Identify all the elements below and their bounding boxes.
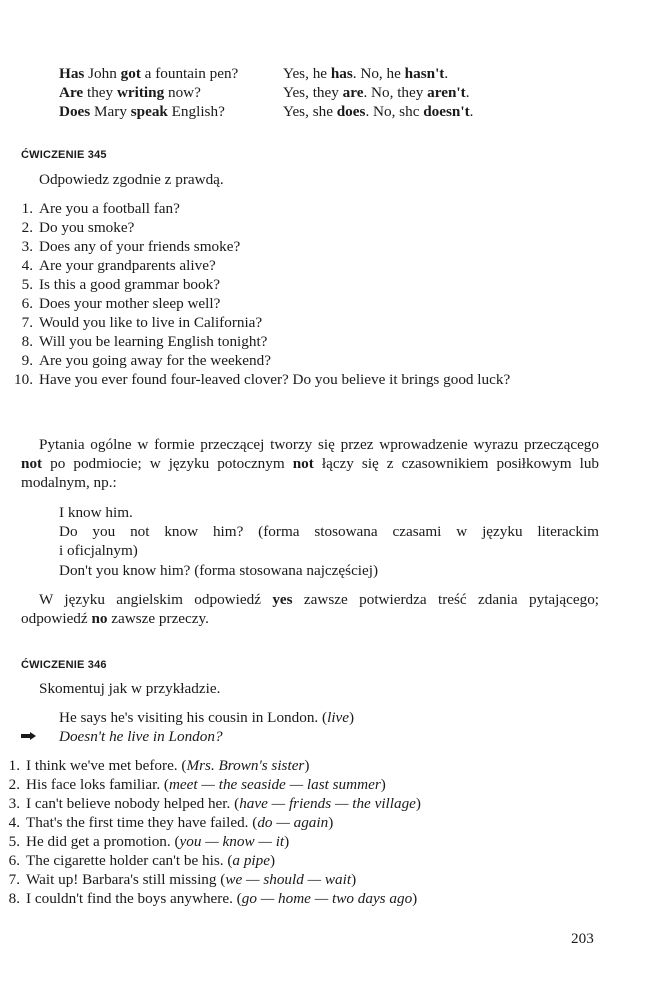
list-item: 2. Do you smoke? (21, 219, 135, 236)
list-item: 6. The cigarette holder can't be his. (a pipe) (8, 852, 276, 869)
intro-row (59, 64, 238, 83)
exercise-346-list (0, 756, 640, 910)
answer-text: Yes, he has. No, he hasn't. (283, 65, 449, 82)
exercise-346-example: He says he's visiting his cousin in London. (live) (59, 709, 355, 726)
intro-row (283, 102, 473, 121)
list-item: 5. Is this a good grammar book? (21, 276, 220, 293)
grammar-note-paragraph-1: Pytania ogólne w formie przeczącej tworzy się przez wprowadzenie wyrazu przeczącego not po podmiocie; w języku potocznym not łączy się z czasownikiem posiłkowym lub modalnym, np.: (21, 436, 600, 491)
list-item: 5. He did get a promotion. (you — know — it) (8, 833, 290, 850)
list-item: 7. Wait up! Barbara's still missing (we — should — wait) (8, 871, 357, 888)
list-item: 8. I couldn't find the boys anywhere. (go — home — two days ago) (8, 890, 418, 907)
list-item: 10. Have you ever found four-leaved clover? Do you believe it brings good luck? (14, 371, 511, 388)
list-item: 8. Will you be learning English tonight? (21, 333, 268, 350)
list-item: 9. Are you going away for the weekend? (21, 352, 271, 369)
intro-row (59, 102, 225, 121)
list-item: 3. Does any of your friends smoke? (21, 238, 241, 255)
list-item: 6. Does your mother sleep well? (21, 295, 221, 312)
exercise-345-instruction: Odpowiedz zgodnie z prawdą. (39, 171, 224, 188)
grammar-example-2-line-b: i oficjalnym) (59, 542, 138, 559)
exercise-346-instruction: Skomentuj jak w przykładzie. (39, 680, 221, 697)
answer-text: Yes, she does. No, shc doesn't. (283, 103, 474, 120)
intro-row (59, 83, 201, 102)
list-item: 4. That's the first time they have failed. (do — again) (8, 814, 334, 831)
page-number: 203 (571, 930, 594, 947)
list-item: 1. Are you a football fan? (21, 200, 180, 217)
pointing-hand-icon (21, 728, 37, 747)
grammar-note-paragraph-2: W języku angielskim odpowiedź yes zawsze potwierdza treść zdania pytającego; odpowiedź no zawsze przeczy. (21, 591, 600, 627)
list-item: 1. I think we've met before. (Mrs. Brown's sister) (8, 757, 310, 774)
question-text: Has John got a fountain pen? (59, 65, 239, 82)
grammar-example-2-line-a: Do you not know him? (forma stosowana czasami w języku literackim (59, 523, 599, 540)
exercise-346-heading: ĆWICZENIE 346 (21, 659, 107, 671)
grammar-example-3: Don't you know him? (forma stosowana najczęściej) (59, 562, 379, 579)
intro-row (283, 83, 469, 102)
intro-question-table (59, 64, 519, 124)
intro-row (283, 64, 448, 83)
list-item: 3. I can't believe nobody helped her. (have — friends — the village) (8, 795, 421, 812)
list-item: 2. His face loks familiar. (meet — the seaside — last summer) (8, 776, 386, 793)
question-text: Does Mary speak English? (59, 103, 225, 120)
grammar-example-2 (59, 522, 599, 541)
exercise-345-heading: ĆWICZENIE 345 (21, 149, 107, 161)
exercise-345-list (13, 199, 653, 391)
list-item: 7. Would you like to live in California? (21, 314, 263, 331)
grammar-example-1: I know him. (59, 504, 133, 521)
answer-text: Yes, they are. No, they aren't. (283, 84, 470, 101)
pointing-hand-icon-glyph (21, 731, 37, 741)
question-text: Are they writing now? (59, 84, 201, 101)
list-item: 4. Are your grandparents alive? (21, 257, 216, 274)
exercise-346-example-answer: Doesn't he live in London? (59, 728, 223, 745)
